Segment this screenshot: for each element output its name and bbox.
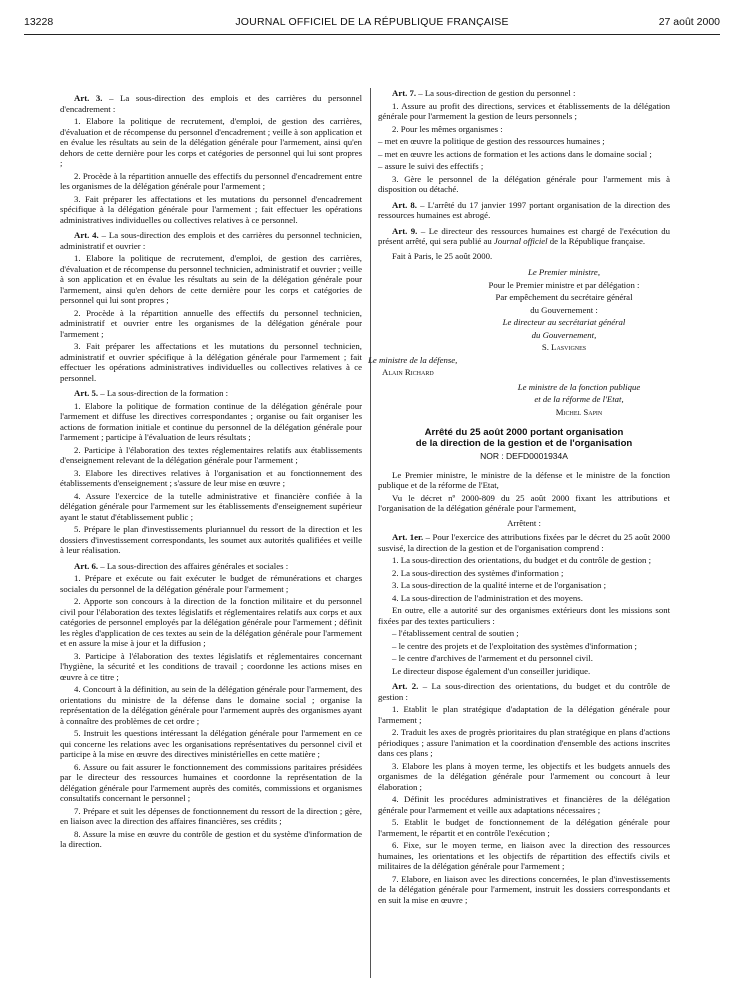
article-7 — [378, 88, 670, 195]
article-8 — [378, 200, 670, 221]
list-item: – met en œuvre la politique de gestion des ressources humaines ; — [378, 136, 605, 146]
article-intro: – La sous-direction des emplois et des carrières du personnel technicien, administratif et ouvrier : — [60, 230, 362, 251]
signatory-line: Le directeur au secrétariat général — [502, 317, 626, 327]
article-text: de la République française. — [547, 236, 646, 246]
arrete-title-line: de la direction de la gestion et de l'organisation — [415, 438, 633, 449]
list-item: 2. Apporte son concours à la direction de la fonction militaire et du personnel civil pour l'élaboration des textes législatifs et réglementaires relatifs aux corps et aux catégories de personnel employés par la délégation générale pour l'armement ; définit les règles d'application de ces textes au sein de la délégation générale pour l'armement et en assure la mise à jour et la diffusion ; — [60, 596, 362, 648]
list-item: 3. Fait préparer les affectations et les mutations du personnel d'encadrement spécifique à la délégation générale pour l'armement ; fait effectuer les opérations administratives individuelles ou collectives relatives à ce personnel. — [60, 193, 362, 225]
list-item: 4. Concourt à la définition, au sein de la délégation générale pour l'armement, des orientations du ministre de la défense dans le domaine social ; organise la représentation de la délégation générale pour l'armement auprès des organismes ayant à connaître des problèmes de cet ordre ; — [60, 684, 362, 726]
signature-ministre-fonction-publique — [378, 382, 670, 418]
page-header — [24, 16, 720, 32]
article-label: Art. 5. — [74, 388, 99, 398]
list-item: 3. Elabore les directives relatives à l'organisation et au fonctionnement des établissements d'enseignement ; s'assure de leur mise en œuvre ; — [60, 467, 362, 488]
signatory-line: et de la réforme de l'Etat, — [534, 394, 624, 404]
list-item: 1. Etablit le plan stratégique d'adaptation de la délégation générale pour l'armement ; — [378, 704, 670, 725]
list-item: 7. Elabore, en liaison avec les directions concernées, le plan d'investissements de la délégation générale pour l'armement, instruit les dossiers correspondants et en suit la mise en œuvre ; — [378, 873, 670, 905]
list-item: 4. La sous-direction de l'administration et des moyens. — [392, 592, 583, 603]
article-intro: – La sous-direction de gestion du personnel : — [416, 88, 576, 98]
signing-place-date: Fait à Paris, le 25 août 2000. — [392, 250, 493, 261]
journal-title: JOURNAL OFFICIEL DE LA RÉPUBLIQUE FRANÇAISE — [235, 16, 509, 28]
article-intro: – Pour l'exercice des attributions fixées par le décret du 25 août 2000 susvisé, la direction de la gestion et de l'organisation comprend : — [378, 532, 670, 553]
article-9 — [378, 226, 670, 247]
list-item: 8. Assure la mise en œuvre du contrôle de gestion et du système d'information de la direction. — [60, 828, 362, 849]
signatory-name: Michel Sapin — [555, 406, 603, 417]
paragraph: Le directeur dispose également d'un conseiller juridique. — [392, 665, 591, 676]
arrete-organisation-dgo — [378, 427, 670, 905]
nor-reference: NOR : DEFD0001934A — [480, 451, 568, 461]
list-item: 7. Prépare et suit les dépenses de fonctionnement du ressort de la direction ; gère, en liaison avec la direction des affaires financières, ses crédits ; — [60, 805, 362, 826]
list-item: 2. Procède à la répartition annuelle des effectifs du personnel technicien, administratif et ouvrier entre les organismes de la délégation générale pour l'armement ; — [60, 307, 362, 339]
preamble: Le Premier ministre, le ministre de la défense et le ministre de la fonction publique et de la réforme de l'Etat, — [378, 469, 670, 490]
list-item: 3. Elabore les plans à moyen terme, les objectifs et les budgets annuels des organismes de la délégation générale pour l'armement ou concourt à leur élaboration ; — [378, 760, 670, 792]
article-label: Art. 3. — [74, 93, 103, 103]
list-item: – met en œuvre les actions de formation et les actions dans le domaine social ; — [378, 148, 652, 159]
page-number: 13228 — [24, 16, 54, 28]
list-item: – l'établissement central de soutien ; — [392, 628, 519, 638]
list-item: – assure le suivi des effectifs ; — [378, 161, 484, 171]
left-column — [60, 88, 362, 852]
signature-premier-ministre — [378, 267, 670, 353]
signatory-name: S. Lasvignes — [541, 342, 587, 352]
list-item: 2. Pour les mêmes organismes : — [392, 123, 503, 134]
list-item: 2. Traduit les axes de progrès prioritaires du plan stratégique en plans d'actions périodiques ; assure l'animation et la coordination d'ensemble des actions inscrites dans ces plans ; — [378, 727, 670, 758]
article-text: – L'arrêté du 17 janvier 1997 portant organisation de la direction des ressources humaines est abrogé. — [378, 199, 670, 220]
signatory-line: Le ministre de la fonction publique — [517, 381, 641, 392]
article-5 — [60, 388, 362, 556]
signatory-title: Le Premier ministre, — [527, 267, 601, 277]
arrete-title-line: Arrêté du 25 août 2000 portant organisation — [424, 427, 624, 438]
article-intro: – La sous-direction de la formation : — [98, 388, 229, 398]
article-label: Art. 8. — [392, 199, 417, 210]
list-item: 4. Assure l'exercice de la tutelle administrative et financière confiée à la délégation générale pour l'armement sur les établissements d'enseignement supérieur ayant le statut d'établissement public ; — [60, 490, 362, 522]
list-item: 2. Procède à la répartition annuelle des effectifs du personnel d'encadrement entre les organismes de la délégation générale pour l'armement ; — [60, 170, 362, 191]
article-label: Art. 7. — [392, 88, 417, 98]
list-item: 3. Participe à l'élaboration des textes législatifs et réglementaires concernant l'hygiène, la sécurité et les conditions de travail ; coordonne les actions mises en œuvre à ce titre ; — [60, 650, 362, 682]
signatory-line: du Gouvernement, — [531, 329, 597, 340]
arrete-title — [378, 427, 670, 449]
list-item: 3. Fait préparer les affectations et les mutations du personnel technicien, administratif et ouvrier spécifique à la délégation générale pour l'armement ; fait effectuer les opérations administratives individuelles ou collectives relatives à ce personnel. — [60, 341, 362, 383]
article-text: – Le directeur des ressources humaines est chargé de l'exécution du présent arrêté, qui sera publié au — [378, 225, 670, 246]
article-intro: – La sous-direction des affaires générales et sociales : — [98, 560, 289, 571]
list-item: 1. Elabore la politique de recrutement, d'emploi, de gestion des carrières, d'évaluation et de récompense du personnel d'encadrement ; veille à son application et en évalue les résultats au sein de la délégation générale pour l'armement, ainsi qu'en dehors de cette dernière pour les corps et catégories de personnel qui lui sont propres ; — [60, 116, 362, 168]
list-item: – le centre des projets et de l'exploitation des systèmes d'information ; — [392, 640, 637, 651]
article-4 — [60, 230, 362, 383]
article-label: Art. 2. — [392, 681, 419, 691]
article-label: Art. 1er. — [392, 532, 424, 542]
article-6 — [60, 561, 362, 850]
paragraph: En outre, elle a autorité sur des organismes extérieurs dont les missions sont fixées par des textes particuliers : — [378, 605, 670, 626]
list-item: 2. Participe à l'élaboration des textes réglementaires relatifs aux établissements d'enseignement relevant de la délégation générale pour l'armement ; — [60, 444, 362, 465]
list-item: 1. Assure au profit des directions, services et établissements de la délégation générale pour l'armement la gestion de leurs personnels ; — [378, 100, 670, 121]
list-item: 1. Prépare et exécute ou fait exécuter le budget de rémunérations et charges sociales du personnel de la délégation générale pour l'armement ; — [60, 573, 362, 594]
article-label: Art. 6. — [74, 560, 99, 571]
signatory-title: Le ministre de la défense, — [368, 354, 458, 365]
article-2 — [378, 681, 670, 905]
preamble: Vu le décret nº 2000-809 du 25 août 2000 fixant les attributions et l'organisation de la délégation générale pour l'armement, — [378, 492, 670, 513]
list-item: 5. Prépare le plan d'investissements pluriannuel du ressort de la direction et les dossiers d'investissement correspondants, les soumet aux autorités qualifiées et veille à leur réalisation. — [60, 524, 362, 555]
list-item: 1. Elabore la politique de recrutement, d'emploi, de gestion des carrières, d'évaluation et de récompense du personnel technicien, administratif et ouvrier ; veille à son application et en évalue les résultats au sein de la délégation générale pour l'armement, ainsi qu'en dehors de cette dernière pour les corps et catégories de personnel qui lui sont propres ; — [60, 253, 362, 305]
list-item: 4. Définit les procédures administratives et financières de la délégation générale pour l'armement et veille aux adaptations nécessaires ; — [378, 794, 670, 815]
signatory-line: du Gouvernement : — [530, 304, 598, 315]
signatory-line: Par empêchement du secrétaire général — [495, 292, 633, 302]
article-1 — [378, 532, 670, 676]
list-item: 3. La sous-direction de la qualité interne et de l'organisation ; — [392, 580, 607, 590]
list-item: 1. Elabore la politique de formation continue de la délégation générale pour l'armement et diffuse les directives correspondantes ; organise ou fait organiser les actions de formation initiale et continue du personnel de la délégation générale pour l'armement ; participe à l'évaluation de leurs résultats ; — [60, 400, 362, 442]
list-item: 3. Gère le personnel de la délégation générale pour l'armement mis à disposition ou détaché. — [378, 173, 670, 194]
article-3 — [60, 93, 362, 225]
right-column — [368, 88, 670, 907]
list-item: 2. La sous-direction des systèmes d'information ; — [392, 567, 564, 578]
list-item: 6. Assure ou fait assurer le fonctionnement des commissions paritaires présidées par le directeur des ressources humaines et coordonne la représentation de la délégation générale pour l'armement auprès des comités, commissions et organismes consultatifs concernant le personnel ; — [60, 761, 362, 803]
article-intro: – La sous-direction des orientations, du budget et du contrôle de gestion : — [378, 681, 670, 702]
list-item: 1. La sous-direction des orientations, du budget et du contrôle de gestion ; — [392, 555, 652, 565]
signature-ministre-defense — [368, 355, 670, 378]
list-item: 5. Instruit les questions intéressant la délégation générale pour l'armement en ce qui concerne les relations avec les organisations représentatives du personnel civil et participe à la mise en œuvre des directives ministérielles en cette matière ; — [60, 728, 362, 759]
list-item: 6. Fixe, sur le moyen terme, en liaison avec la direction des ressources humaines, les orientations et les objectifs de répartition des effectifs civils et militaires de la délégation générale pour l'armement ; — [378, 840, 670, 871]
article-intro: – La sous-direction des emplois et des carrières du personnel d'encadrement : — [60, 93, 362, 114]
arretent: Arrêtent : — [507, 517, 541, 528]
list-item: – le centre d'archives de l'armement et du personnel civil. — [392, 653, 593, 663]
article-label: Art. 4. — [74, 230, 99, 240]
header-rule — [24, 34, 720, 35]
signatory-line: Pour le Premier ministre et par délégation : — [488, 279, 640, 290]
list-item: 5. Etablit le budget de fonctionnement de la délégation générale pour l'armement, le répartit et en contrôle l'exécution ; — [378, 817, 670, 838]
issue-date: 27 août 2000 — [658, 16, 720, 28]
article-label: Art. 9. — [392, 225, 418, 236]
column-divider — [370, 88, 371, 978]
signatory-name: Alain Richard — [382, 367, 434, 377]
journal-ref: Journal officiel — [493, 236, 548, 246]
